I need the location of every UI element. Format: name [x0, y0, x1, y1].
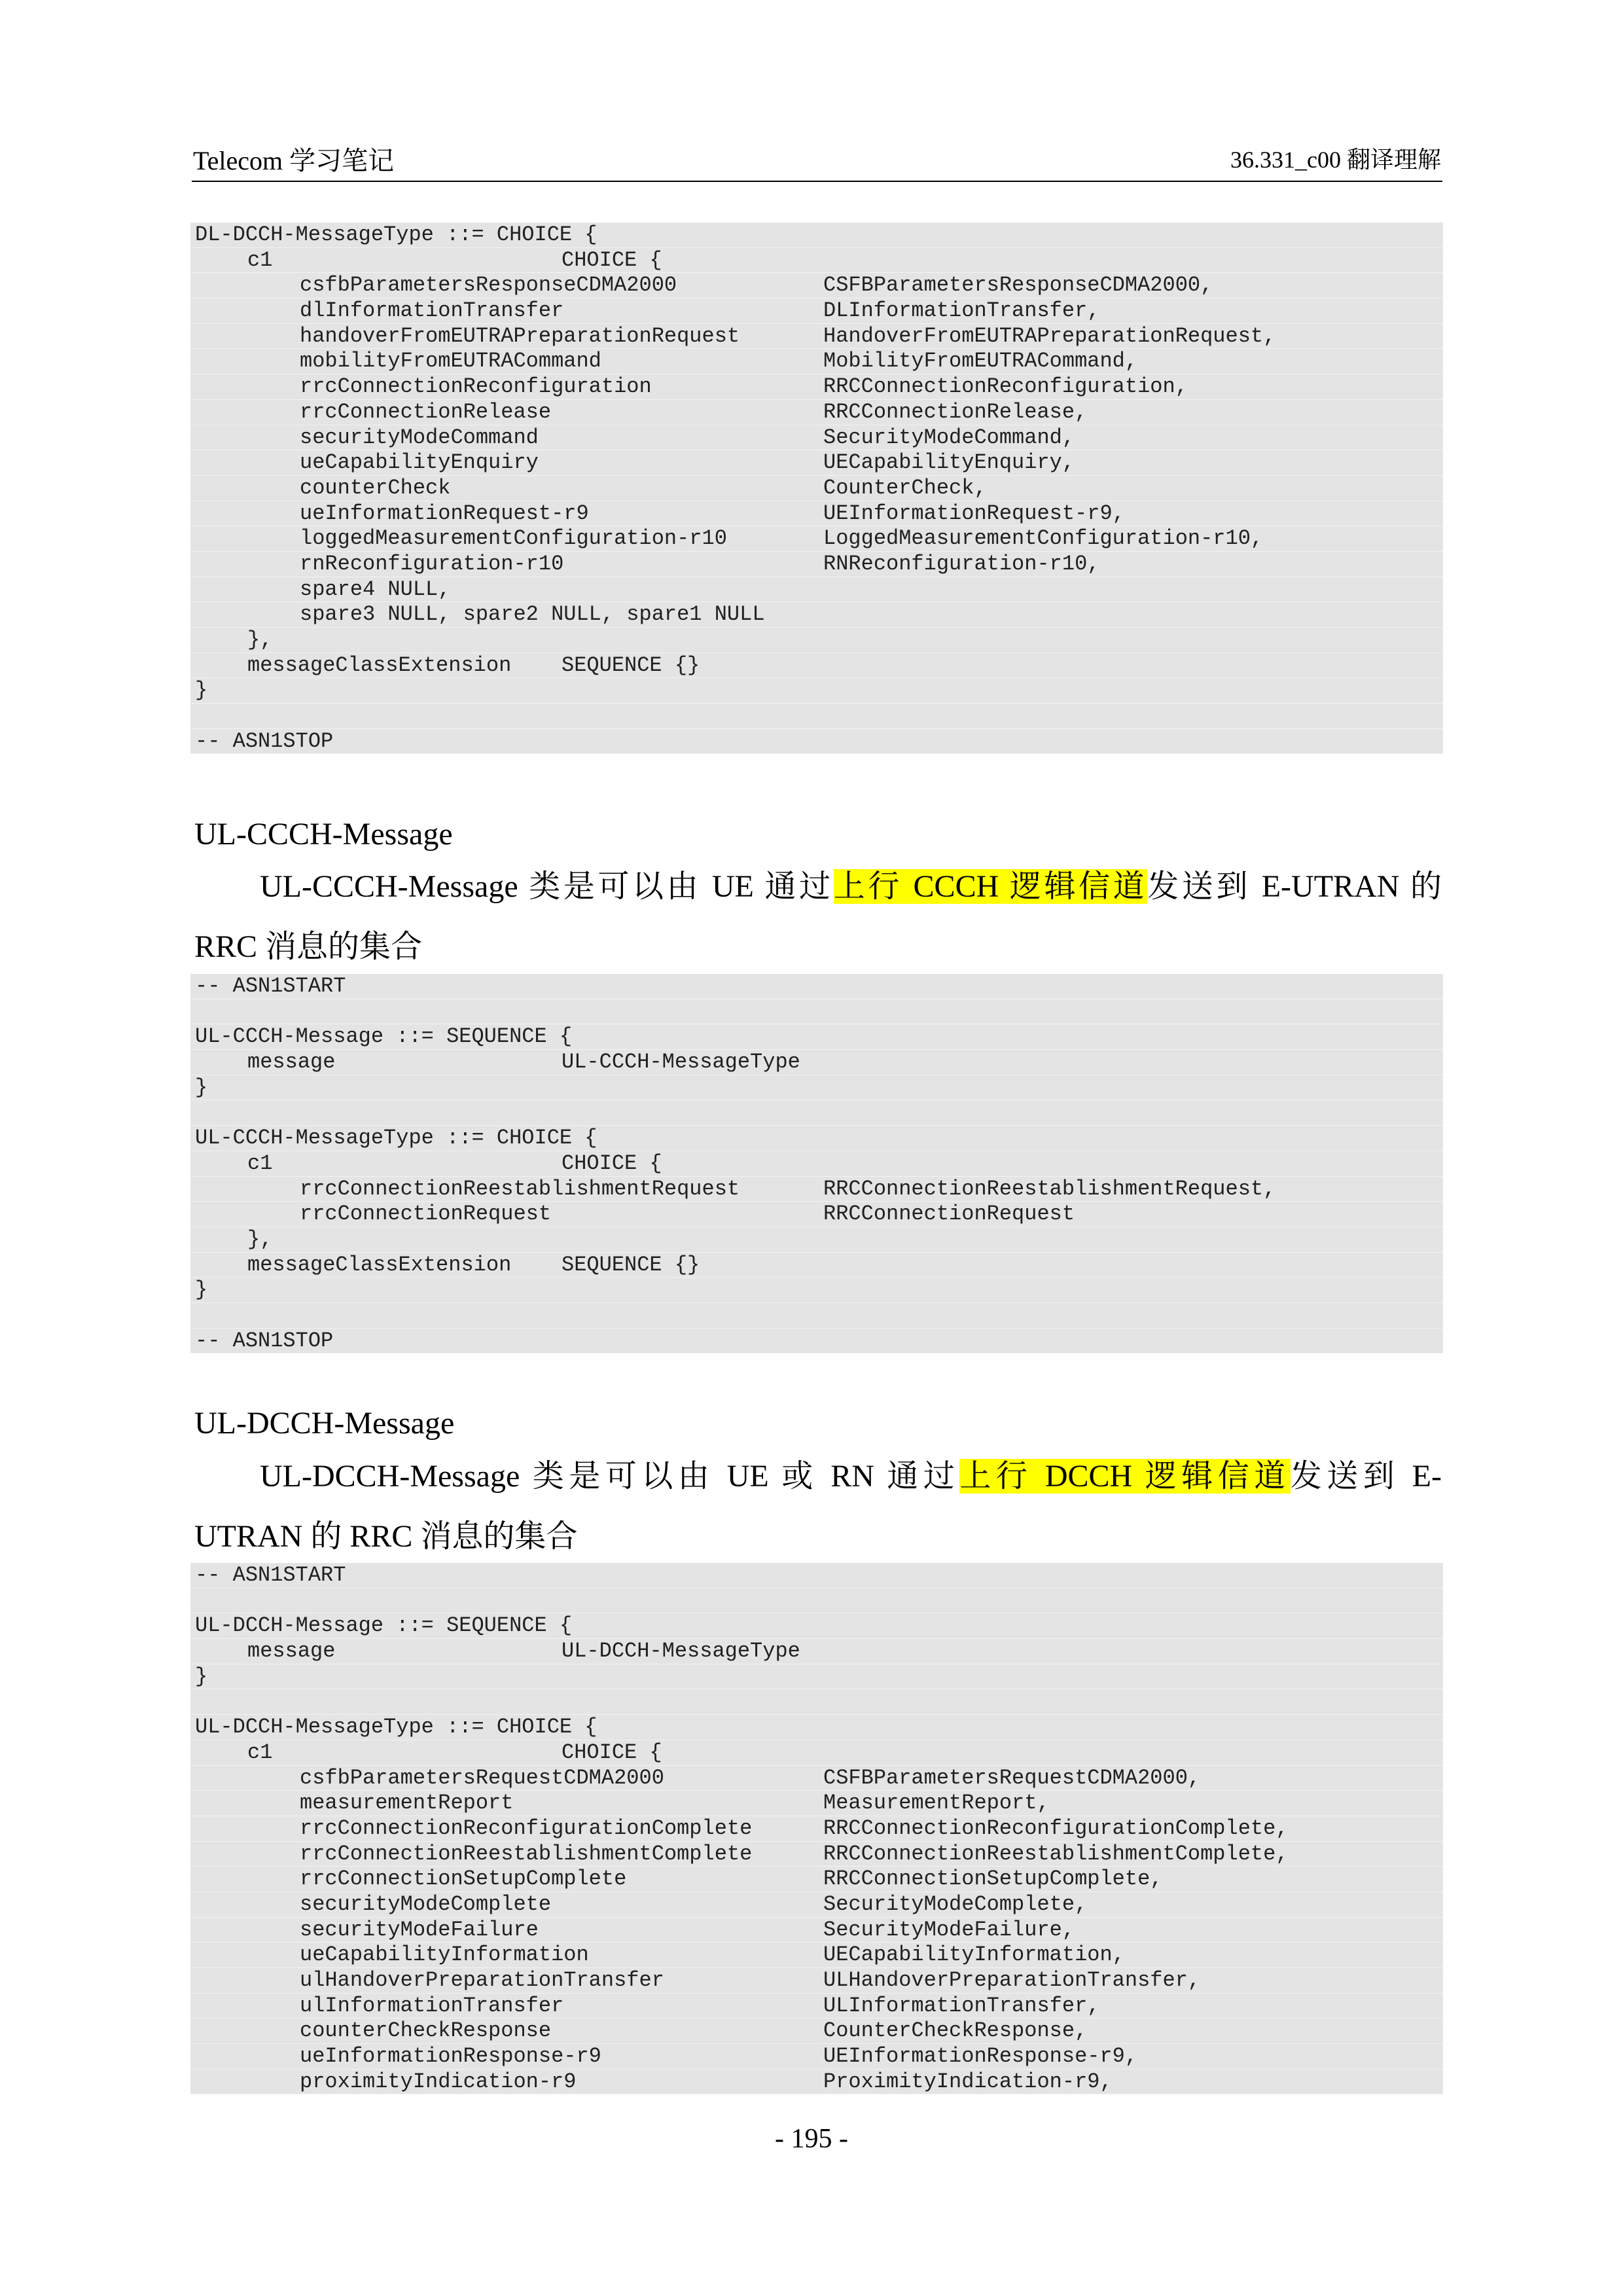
- code-line: [190, 1075, 1443, 1101]
- code-token: handoverFromEUTRAPreparationRequest: [300, 323, 740, 348]
- code-line: [190, 1588, 1443, 1614]
- code-line: [190, 678, 1443, 704]
- code-token: ueInformationRequest-r9: [300, 501, 589, 526]
- code-line: [190, 400, 1443, 425]
- code-token: -- ASN1STOP: [195, 1328, 334, 1353]
- code-line: [190, 1766, 1443, 1791]
- code-line: [190, 653, 1443, 679]
- code-line: [190, 628, 1443, 653]
- code-line: [190, 1892, 1443, 1918]
- code-token: rrcConnectionReestablishmentComplete: [300, 1841, 753, 1866]
- code-line: [190, 298, 1443, 324]
- code-line: [190, 1100, 1443, 1126]
- code-token: SEQUENCE {}: [562, 1252, 700, 1277]
- highlighted-text: 上行 CCCH 逻辑信道: [833, 869, 1148, 904]
- code-line: [190, 248, 1443, 274]
- code-token: UECapabilityInformation,: [823, 1943, 1125, 1967]
- code-token: UL-CCCH-Message ::= SEQUENCE {: [195, 1024, 573, 1049]
- code-token: CounterCheckResponse,: [823, 2018, 1088, 2043]
- code-line: [190, 999, 1443, 1025]
- code-token: proximityIndication-r9: [300, 2069, 577, 2094]
- code-token: ueCapabilityEnquiry: [300, 450, 539, 475]
- code-token: UL-CCCH-MessageType: [562, 1050, 800, 1075]
- code-token: rrcConnectionReconfigurationComplete: [300, 1816, 753, 1840]
- code-token: rrcConnectionRequest: [300, 1202, 552, 1227]
- header-doc-id: 36.331_c00 翻译理解: [1230, 147, 1441, 173]
- code-token: DL-DCCH-MessageType ::= CHOICE {: [195, 223, 597, 247]
- code-token: securityModeFailure: [300, 1917, 539, 1942]
- code-line: [190, 704, 1443, 729]
- code-line: [190, 349, 1443, 374]
- code-token: loggedMeasurementConfiguration-r10: [300, 526, 727, 551]
- code-token: UL-DCCH-Message ::= SEQUENCE {: [195, 1613, 573, 1638]
- section-heading-ul-ccch: UL-CCCH-Message: [194, 817, 453, 852]
- code-block-dl-dcch: [190, 223, 1443, 754]
- code-line: [190, 374, 1443, 400]
- code-token: }: [195, 1664, 208, 1689]
- code-token: messageClassExtension: [247, 1252, 512, 1277]
- code-token: spare3 NULL, spare2 NULL, spare1 NULL: [300, 602, 765, 627]
- code-token: rnReconfiguration-r10: [300, 551, 564, 576]
- code-line: [190, 1613, 1443, 1639]
- code-line: [190, 974, 1443, 999]
- code-token: CHOICE {: [562, 1151, 662, 1175]
- code-token: mobilityFromEUTRACommand: [300, 349, 601, 374]
- code-token: RRCConnectionReconfiguration,: [823, 374, 1188, 399]
- code-token: UL-CCCH-MessageType ::= CHOICE {: [195, 1126, 597, 1151]
- code-token: CSFBParametersRequestCDMA2000,: [823, 1765, 1201, 1790]
- code-token: RRCConnectionRelease,: [823, 399, 1088, 424]
- code-token: CSFBParametersResponseCDMA2000,: [823, 273, 1213, 298]
- code-token: UEInformationResponse-r9,: [823, 2044, 1138, 2069]
- highlighted-text: 上行 DCCH 逻辑信道: [959, 1459, 1291, 1494]
- code-token: }: [195, 1278, 208, 1302]
- code-line: [190, 1689, 1443, 1715]
- code-line: [190, 1024, 1443, 1050]
- code-line: [190, 2070, 1443, 2095]
- section-heading-ul-dcch: UL-DCCH-Message: [194, 1406, 455, 1441]
- code-token: ULHandoverPreparationTransfer,: [823, 1968, 1201, 1992]
- code-token: ulInformationTransfer: [300, 1993, 564, 2018]
- code-token: c1: [247, 1151, 273, 1175]
- code-line: [190, 1867, 1443, 1892]
- code-line: [190, 602, 1443, 628]
- code-line: [190, 1715, 1443, 1740]
- code-token: LoggedMeasurementConfiguration-r10,: [823, 526, 1264, 551]
- code-token: MobilityFromEUTRACommand,: [823, 349, 1138, 374]
- code-token: securityModeComplete: [300, 1892, 552, 1916]
- code-token: csfbParametersResponseCDMA2000: [300, 273, 677, 298]
- code-token: SecurityModeCommand,: [823, 425, 1075, 450]
- code-line: [190, 1918, 1443, 1943]
- code-token: UL-DCCH-MessageType ::= CHOICE {: [195, 1715, 597, 1740]
- code-token: csfbParametersRequestCDMA2000: [300, 1765, 664, 1790]
- code-line: [190, 2044, 1443, 2070]
- code-token: c1: [247, 1740, 273, 1765]
- code-token: messageClassExtension: [247, 653, 512, 677]
- paragraph-line: UL-DCCH-Message 类是可以由 UE 或 RN 通过上行 DCCH 逻辑信道发送到 E-: [260, 1459, 1442, 1494]
- code-token: CHOICE {: [562, 247, 662, 272]
- code-token: CHOICE {: [562, 1740, 662, 1765]
- code-line: [190, 1202, 1443, 1227]
- page-header: [192, 136, 1442, 182]
- code-token: UL-DCCH-MessageType: [562, 1639, 800, 1664]
- code-token: RRCConnectionReestablishmentRequest,: [823, 1176, 1276, 1201]
- code-token: MeasurementReport,: [823, 1791, 1050, 1816]
- code-token: RRCConnectionSetupComplete,: [823, 1867, 1163, 1892]
- paragraph-line: UL-CCCH-Message 类是可以由 UE 通过上行 CCCH 逻辑信道发送到 E-UTRAN 的: [260, 869, 1442, 904]
- code-line: [190, 1816, 1443, 1842]
- code-token: measurementReport: [300, 1791, 514, 1816]
- code-token: ProximityIndication-r9,: [823, 2069, 1113, 2094]
- paragraph-line: RRC 消息的集合: [194, 929, 423, 964]
- code-token: UECapabilityEnquiry,: [823, 450, 1075, 475]
- code-line: [190, 273, 1443, 298]
- code-line: [190, 501, 1443, 527]
- code-line: [190, 1253, 1443, 1278]
- code-token: message: [247, 1050, 336, 1075]
- code-line: [190, 1151, 1443, 1177]
- code-token: RNReconfiguration-r10,: [823, 551, 1100, 576]
- page-number: - 195 -: [775, 2124, 848, 2154]
- code-token: RRCConnectionReestablishmentComplete,: [823, 1841, 1289, 1866]
- code-token: DLInformationTransfer,: [823, 298, 1100, 323]
- code-line: [190, 1050, 1443, 1075]
- code-token: }: [195, 1075, 208, 1100]
- code-line: [190, 223, 1443, 248]
- code-token: ueCapabilityInformation: [300, 1943, 589, 1967]
- code-token: RRCConnectionReconfigurationComplete,: [823, 1816, 1289, 1840]
- code-line: [190, 1639, 1443, 1664]
- paragraph-ul-ccch: [194, 857, 1442, 977]
- code-line: [190, 1994, 1443, 2019]
- code-token: },: [247, 628, 273, 652]
- code-line: [190, 2018, 1443, 2044]
- code-block-ul-ccch: [190, 974, 1443, 1354]
- code-token: },: [247, 1227, 273, 1251]
- code-token: CounterCheck,: [823, 475, 987, 500]
- code-token: HandoverFromEUTRAPreparationRequest,: [823, 323, 1276, 348]
- code-token: RRCConnectionRequest: [823, 1202, 1075, 1227]
- code-token: ULInformationTransfer,: [823, 1993, 1100, 2018]
- code-token: -- ASN1START: [195, 1563, 346, 1587]
- code-token: }: [195, 678, 208, 703]
- paragraph-line: UTRAN 的 RRC 消息的集合: [194, 1519, 578, 1554]
- code-line: [190, 1126, 1443, 1151]
- code-token: rrcConnectionRelease: [300, 399, 552, 424]
- code-token: -- ASN1STOP: [195, 728, 334, 753]
- code-line: [190, 577, 1443, 603]
- code-line: [190, 1842, 1443, 1867]
- code-token: spare4 NULL,: [300, 577, 451, 601]
- code-line: [190, 425, 1443, 451]
- code-token: SEQUENCE {}: [562, 653, 700, 677]
- code-line: [190, 1329, 1443, 1354]
- code-line: [190, 552, 1443, 577]
- code-line: [190, 1563, 1443, 1588]
- code-token: rrcConnectionReestablishmentRequest: [300, 1176, 740, 1201]
- code-line: [190, 324, 1443, 350]
- code-line: [190, 729, 1443, 755]
- code-token: securityModeCommand: [300, 425, 539, 450]
- code-token: SecurityModeComplete,: [823, 1892, 1088, 1916]
- code-token: counterCheck: [300, 475, 451, 500]
- code-line: [190, 1227, 1443, 1253]
- code-line: [190, 526, 1443, 552]
- code-token: rrcConnectionSetupComplete: [300, 1867, 627, 1892]
- code-block-ul-dcch: [190, 1563, 1443, 2094]
- code-token: ulHandoverPreparationTransfer: [300, 1968, 664, 1992]
- code-line: [190, 450, 1443, 476]
- code-line: [190, 1791, 1443, 1816]
- code-line: [190, 1968, 1443, 1994]
- code-line: [190, 1740, 1443, 1766]
- code-line: [190, 1278, 1443, 1303]
- code-line: [190, 1943, 1443, 1968]
- code-token: rrcConnectionReconfiguration: [300, 374, 652, 399]
- code-token: -- ASN1START: [195, 974, 346, 998]
- code-token: c1: [247, 247, 273, 272]
- code-line: [190, 476, 1443, 501]
- code-token: message: [247, 1639, 336, 1664]
- code-token: SecurityModeFailure,: [823, 1917, 1075, 1942]
- code-token: ueInformationResponse-r9: [300, 2044, 601, 2069]
- code-line: [190, 1303, 1443, 1329]
- header-title: Telecom 学习笔记: [193, 146, 395, 175]
- code-line: [190, 1177, 1443, 1202]
- code-token: counterCheckResponse: [300, 2018, 552, 2043]
- paragraph-ul-dcch: [194, 1446, 1442, 1567]
- code-token: dlInformationTransfer: [300, 298, 564, 323]
- code-line: [190, 1664, 1443, 1690]
- code-token: UEInformationRequest-r9,: [823, 501, 1125, 526]
